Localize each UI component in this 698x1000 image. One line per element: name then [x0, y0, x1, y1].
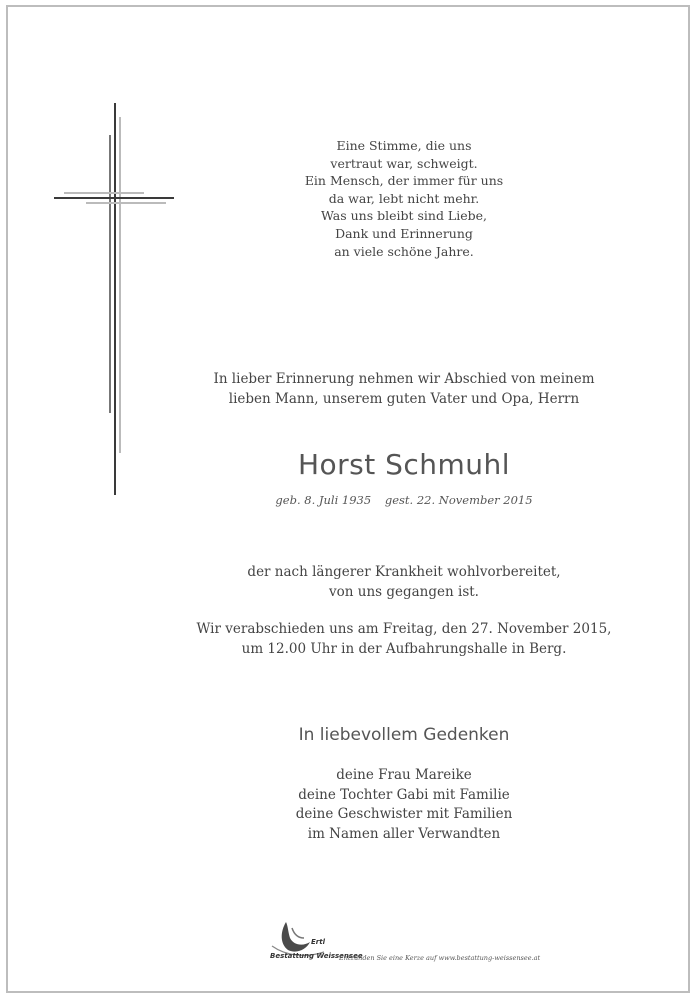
- candle-link-text[interactable]: Entzünden Sie eine Kerze auf www.bestattung-weissensee.at: [339, 954, 541, 962]
- poem: [110, 137, 698, 260]
- death-date: gest. 22. November 2015: [384, 493, 533, 507]
- gedenken-heading: In liebevollem Gedenken: [298, 725, 510, 745]
- poem-line: Eine Stimme, die uns: [336, 138, 472, 153]
- mourner-line: im Namen aller Verwandten: [307, 825, 501, 842]
- illness-text: [110, 562, 698, 602]
- poem-line: an viele schöne Jahre.: [334, 243, 474, 259]
- farewell-line: Wir verabschieden uns am Freitag, den 27. November 2015,: [196, 621, 612, 637]
- poem-line: Dank und Erinnerung: [335, 225, 473, 241]
- poem-line: Was uns bleibt sind Liebe,: [321, 208, 487, 224]
- life-dates: [110, 493, 698, 507]
- footer: [266, 916, 556, 966]
- farewell-text: [110, 619, 698, 659]
- intro-line: In lieber Erinnerung nehmen wir Abschied von meinem: [213, 371, 595, 387]
- mourners-list: [110, 766, 698, 844]
- mourner-line: deine Frau Mareike: [336, 767, 472, 783]
- mourner-line: deine Tochter Gabi mit Familie: [298, 786, 510, 803]
- poem-line: vertraut war, schweigt.: [330, 155, 478, 171]
- mourner-line: deine Geschwister mit Familien: [295, 806, 513, 823]
- deceased-name: Horst Schmuhl: [297, 448, 511, 481]
- illness-line: der nach längerer Krankheit wohlvorbereitet,: [247, 564, 561, 580]
- intro-line: lieben Mann, unserem guten Vater und Opa, Herrn: [228, 391, 580, 407]
- footer-ertl: Ertl: [311, 938, 325, 946]
- footer-brand: Bestattung Weissensee: [270, 952, 363, 960]
- poem-line: Ein Mensch, der immer für uns: [304, 173, 504, 189]
- illness-line: von uns gegangen ist.: [329, 584, 479, 600]
- intro-text: [110, 369, 698, 409]
- poem-line: da war, lebt nicht mehr.: [328, 190, 480, 206]
- birth-date: geb. 8. Juli 1935: [275, 493, 372, 507]
- farewell-line: um 12.00 Uhr in der Aufbahrungshalle in Berg.: [241, 641, 567, 657]
